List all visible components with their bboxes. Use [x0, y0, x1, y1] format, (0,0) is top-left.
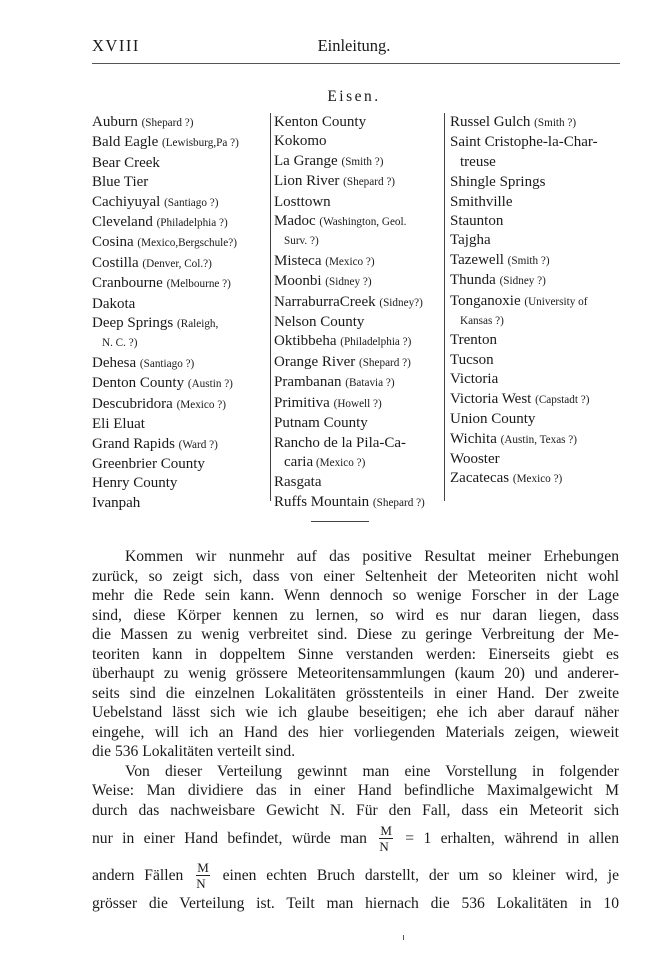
list-item [450, 390, 628, 410]
list-item [274, 152, 446, 172]
text-line: überhaupt zu wenig grössere Meteoritensammlungen (kaum 20) und anderer- [92, 665, 619, 682]
meteorite-name: Cosina [92, 234, 134, 251]
meteorite-name: Tucson [450, 351, 494, 368]
list-item [92, 295, 268, 314]
meteorite-name: Auburn [92, 114, 138, 130]
meteorite-name: Losttown [274, 193, 331, 210]
list-item [274, 313, 446, 332]
list-item [92, 254, 268, 274]
name-continuation: treuse [460, 153, 496, 170]
meteorite-name: Orange River [274, 353, 356, 370]
list-item [92, 193, 268, 213]
list-item [450, 212, 628, 231]
collection-location: (Sidney ?) [325, 276, 372, 289]
collection-location: (Ward ?) [178, 438, 218, 451]
meteorite-name: Trenton [450, 332, 497, 349]
text-line: sind, diese Körper kennen zu lernen, so wird es nur daran liegen, dass [92, 606, 619, 624]
list-item [92, 213, 268, 233]
meteorite-name: Cranbourne [92, 275, 163, 292]
numerator: M [380, 822, 392, 838]
meteorite-name: Costilla [92, 254, 139, 271]
meteorite-name: Deep Springs [92, 315, 174, 332]
location-continuation: (Mexico ?) [315, 456, 366, 469]
meteorite-name: Rancho de la Pila-Ca- [274, 434, 407, 451]
list-item [92, 113, 268, 133]
meteorite-name: Dehesa [92, 354, 137, 371]
meteorite-name: Tajgha [450, 232, 491, 249]
list-item [274, 193, 446, 212]
denominator: N [196, 875, 206, 891]
text-line: teoriten kann in doppeltem Sinne verstanden werden: Einerseits giebt es [92, 645, 619, 663]
print-speck [403, 935, 404, 940]
running-head [92, 36, 616, 58]
location-continuation: Kansas ?) [460, 315, 504, 328]
list-item [274, 113, 446, 132]
list-item [274, 414, 446, 433]
collection-location: (Capstadt ?) [535, 393, 590, 406]
list-item [92, 274, 268, 294]
meteorite-name: Thunda [450, 272, 496, 289]
paragraph-2 [92, 762, 619, 821]
meteorite-name: Tazewell [450, 251, 504, 268]
list-item [274, 493, 446, 513]
fraction-m-over-n [379, 823, 393, 854]
meteorite-list [92, 113, 622, 511]
list-item [450, 251, 628, 271]
collection-location: (Smith ?) [341, 155, 384, 168]
meteorite-name: Saint Cristophe-la-Char- [450, 134, 598, 151]
list-item [450, 133, 628, 173]
name-continuation: caria [284, 453, 314, 470]
collection-location: (Santiago ?) [164, 196, 219, 209]
meteorite-name: Grand Rapids [92, 435, 175, 452]
meteorite-name: Dakota [92, 295, 136, 312]
list-column-2 [270, 113, 446, 510]
collection-location: (Smith ?) [534, 117, 577, 129]
list-item [450, 193, 628, 212]
list-item [274, 272, 446, 292]
meteorite-name: Moonbi [274, 273, 322, 290]
collection-location: (Shepard ?) [358, 356, 411, 369]
text-line: eingehe, will ich an Hand des hier vorliegenden Materials zeigen, wieweit [92, 723, 619, 741]
collection-location: (Lewisburg,Pa ?) [161, 137, 239, 150]
section-title: Eisen. [327, 88, 381, 105]
continuation-line [274, 453, 446, 473]
collection-location: (Smith ?) [507, 254, 550, 267]
meteorite-name: Russel Gulch [450, 114, 531, 130]
meteorite-name: Kenton County [274, 114, 367, 130]
text-line: durch das nachweisbare Gewicht N. Für den Fall, dass ein Meteorit sich [92, 801, 619, 819]
list-item [92, 455, 268, 474]
denominator: N [379, 838, 389, 854]
collection-location: (Sidney?) [379, 296, 423, 309]
page-number: XVIII [92, 36, 140, 55]
collection-location: (Shepard ?) [343, 176, 396, 189]
continuation-line [450, 312, 628, 331]
meteorite-name: NarraburraCreek [274, 293, 376, 310]
list-item [274, 473, 446, 492]
fraction-m-over-n [196, 860, 210, 891]
list-item [450, 450, 628, 469]
meteorite-name: Henry County [92, 475, 178, 492]
list-item [274, 332, 446, 352]
meteorite-name: Shingle Springs [450, 174, 546, 191]
header-rule [92, 63, 620, 64]
collection-location: (Denver, Col.?) [142, 257, 212, 270]
continuation-line [450, 153, 628, 173]
meteorite-name: Victoria West [450, 390, 532, 407]
list-item [92, 314, 268, 354]
numerator: M [197, 859, 209, 875]
list-item [450, 331, 628, 350]
meteorite-name: Smithville [450, 193, 513, 210]
list-item [274, 132, 446, 151]
text-line: die 536 Lokalitäten verteilt sind. [92, 743, 296, 760]
list-item [450, 430, 628, 450]
list-item [92, 154, 268, 173]
list-item [92, 415, 268, 434]
meteorite-name: Wooster [450, 450, 500, 467]
text-line: Kommen wir nunmehr auf das positive Resultat meiner Erhebungen [125, 548, 619, 565]
meteorite-name: Ivanpah [92, 494, 141, 511]
list-item [274, 394, 446, 414]
location-continuation: Surv. ?) [284, 235, 319, 248]
list-item [92, 435, 268, 455]
list-item [274, 434, 446, 474]
collection-location: (Melbourne ?) [166, 278, 231, 291]
continuation-line [274, 232, 446, 251]
meteorite-name: Nelson County [274, 314, 365, 331]
meteorite-name: Ruffs Mountain [274, 493, 370, 510]
paragraph-1 [92, 547, 619, 762]
list-item [274, 252, 446, 272]
meteorite-name: Descubridora [92, 395, 173, 412]
text-line: die Massen zu wenig verbreitet sind. Diese zu geringe Verbreitung der Me- [92, 626, 619, 643]
list-item [274, 212, 446, 252]
list-item [450, 113, 628, 133]
running-title: Einleitung. [317, 36, 391, 55]
list-item [450, 271, 628, 291]
collection-location: (Austin ?) [187, 378, 233, 391]
meteorite-name: Cachiyuyal [92, 193, 161, 210]
meteorite-name: Prambanan [274, 374, 342, 391]
list-item [450, 292, 628, 332]
text-line: Weise: Man dividiere das in einer Hand befindliche Maximalgewicht M [92, 782, 619, 799]
meteorite-name: Victoria [450, 371, 499, 388]
meteorite-name: Denton County [92, 375, 185, 392]
collection-location: (Mexico ?) [512, 473, 563, 486]
meteorite-name: Greenbrier County [92, 455, 205, 472]
collection-location: (Raleigh, [177, 318, 219, 331]
list-item [92, 354, 268, 374]
text-before-fraction: nur in einer Hand befindet, würde man [92, 830, 367, 847]
meteorite-name: Lion River [274, 173, 340, 190]
collection-location: (Mexico ?) [176, 398, 226, 411]
meteorite-name: Bear Creek [92, 154, 160, 171]
text-line: zurück, so zeigt sich, dass von einer Seltenheit der Meteoriten nicht wohl [92, 567, 619, 585]
meteorite-name: Tonganoxie [450, 292, 521, 309]
list-item [92, 395, 268, 415]
collection-location: (Philadelphia ?) [340, 336, 412, 349]
meteorite-name: Putnam County [274, 415, 368, 432]
meteorite-name: Wichita [450, 430, 497, 447]
text-line: seits sind die einzelnen Lokalitäten grösstenteils in einer Hand. Der zweite [92, 684, 619, 702]
meteorite-name: Misteca [274, 252, 322, 269]
list-item [450, 410, 628, 429]
collection-location: (Shepard ?) [372, 496, 425, 509]
list-item [450, 351, 628, 370]
list-column-3 [444, 113, 628, 501]
meteorite-name: Bald Eagle [92, 134, 159, 151]
list-item [92, 494, 268, 513]
meteorite-name: Union County [450, 411, 536, 428]
meteorite-name: Rasgata [274, 474, 322, 491]
collection-location: (University of [524, 295, 588, 308]
list-item [274, 293, 446, 313]
list-item [450, 173, 628, 192]
section-separator [311, 521, 369, 522]
list-item [92, 173, 268, 192]
meteorite-name: Staunton [450, 213, 504, 230]
final-line: grösser die Verteilung ist. Teilt man hiernach die 536 Lokalitäten in 10 [92, 895, 619, 912]
text-after-fraction: einen echten Bruch darstellt, der um so kleiner wird, je [222, 867, 620, 884]
list-item [450, 370, 628, 389]
text-line: Uebelstand lässt sich wie ich glaube beseitigen; ehe ich aber darauf näher [92, 704, 619, 721]
collection-location: (Howell ?) [333, 397, 382, 410]
collection-location: (Philadelphia ?) [156, 217, 228, 230]
text-line: mehr die Rede sein kann. Wenn dennoch so wenige Forscher in der Lage [92, 587, 619, 604]
list-item [274, 353, 446, 373]
list-item [92, 374, 268, 394]
collection-location: (Santiago ?) [139, 357, 195, 370]
meteorite-name: Zacatecas [450, 470, 510, 487]
collection-location: (Batavia ?) [345, 377, 395, 390]
meteorite-name: La Grange [274, 152, 338, 169]
list-item [450, 231, 628, 250]
body-text [92, 547, 619, 914]
formula-line-2 [92, 857, 619, 894]
list-item [274, 172, 446, 192]
text-before-fraction: andern Fällen [92, 867, 184, 884]
collection-location: (Sidney ?) [499, 275, 546, 288]
list-item [450, 469, 628, 489]
collection-location: (Washington, Geol. [319, 216, 407, 229]
collection-location: (Mexico ?) [325, 255, 375, 268]
continuation-line [92, 334, 268, 353]
list-item [274, 373, 446, 393]
list-column-1 [92, 113, 268, 511]
meteorite-name: Oktibbeha [274, 333, 337, 350]
text-line: Von dieser Verteilung gewinnt man eine Vorstellung in folgender [125, 762, 619, 780]
text-after-fraction: = 1 erhalten, während in allen [405, 830, 619, 847]
meteorite-name: Madoc [274, 213, 316, 230]
collection-location: (Mexico,Bergschule?) [137, 237, 237, 250]
meteorite-name: Cleveland [92, 214, 153, 231]
meteorite-name: Eli Eluat [92, 416, 145, 433]
list-item [92, 474, 268, 493]
list-item [92, 233, 268, 253]
collection-location: (Austin, Texas ?) [500, 433, 577, 446]
location-continuation: N. C. ?) [102, 337, 138, 350]
meteorite-name: Primitiva [274, 394, 330, 411]
collection-location: (Shepard ?) [141, 117, 194, 129]
list-item [92, 133, 268, 153]
meteorite-name: Kokomo [274, 133, 327, 150]
formula-line-1 [92, 820, 619, 857]
meteorite-name: Blue Tier [92, 174, 149, 191]
